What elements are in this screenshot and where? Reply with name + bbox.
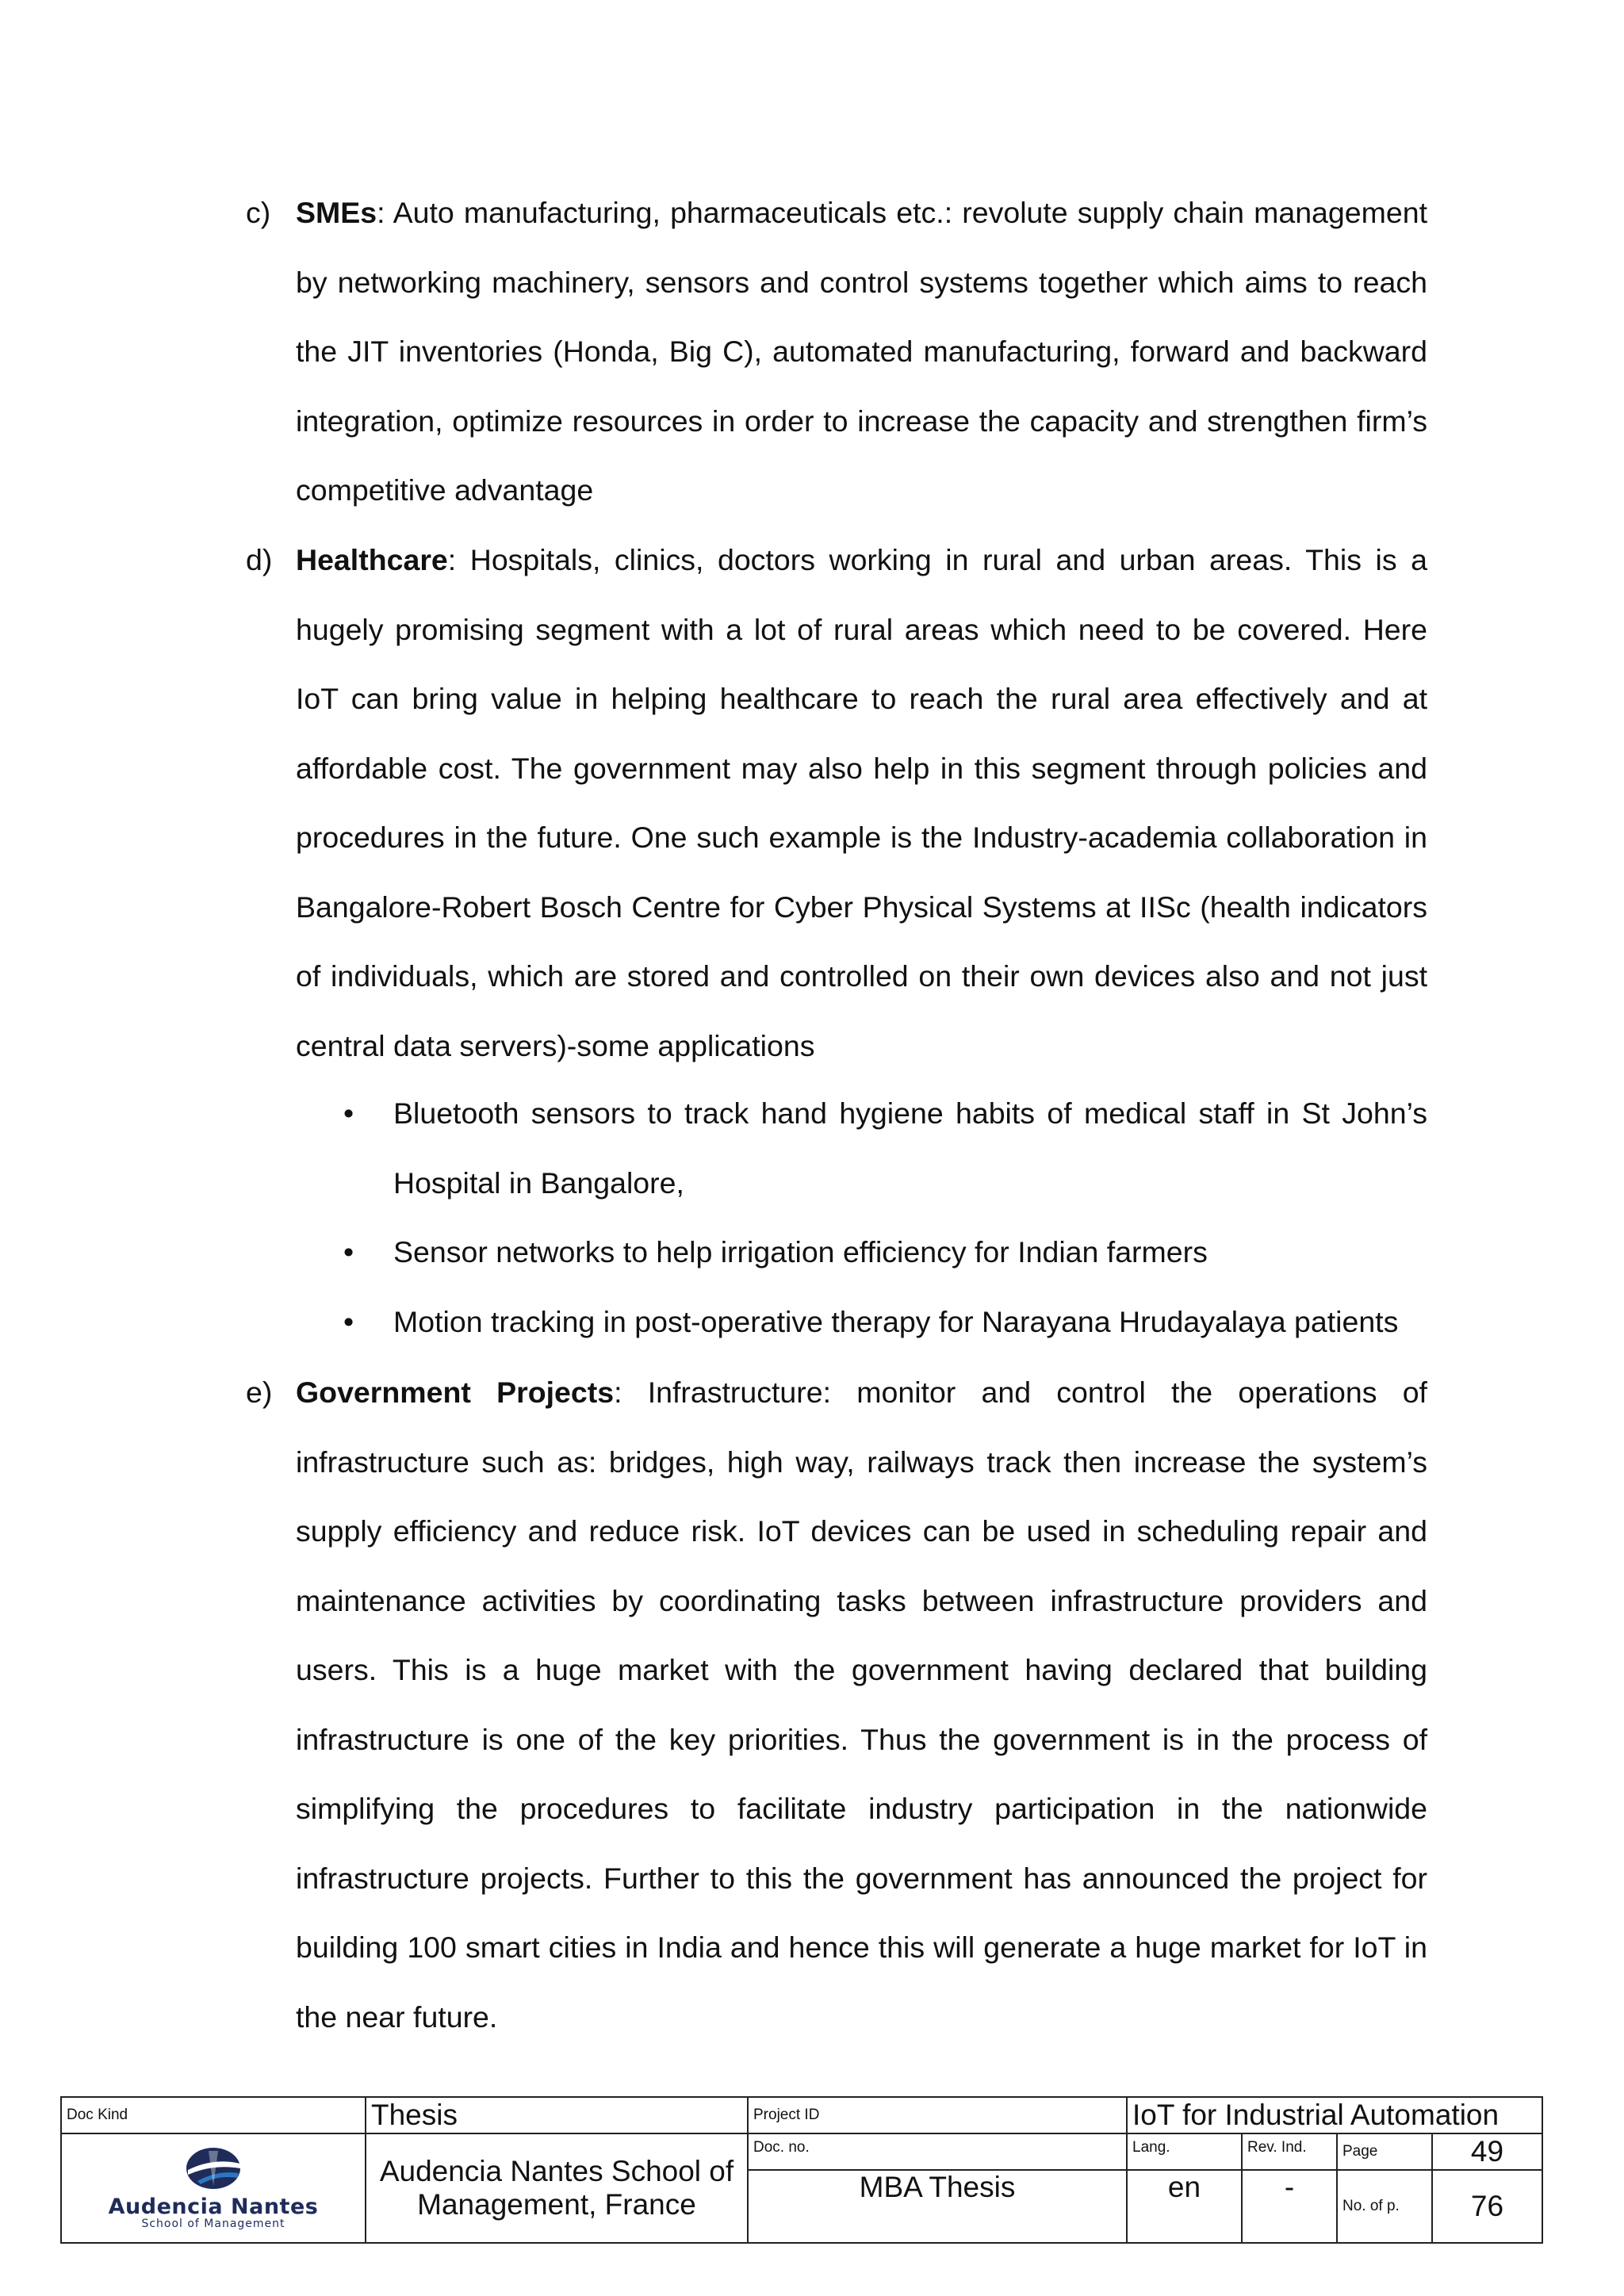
footer-table — [60, 2096, 1543, 2244]
no-of-pages-label: No. of p. — [1337, 2170, 1432, 2243]
doc-kind-label: Doc Kind — [61, 2097, 366, 2133]
list-letter: d) — [246, 543, 273, 576]
rev-label: Rev. Ind. — [1242, 2133, 1337, 2170]
item-term: SMEs — [296, 196, 377, 229]
bullet-item — [296, 1218, 1427, 1288]
item-text: : Infrastructure: monitor and control the operations of infrastructure such as: bridges, high way, railways track then increase the system’s supply efficiency and reduce risk. IoT devices can be used in scheduling repair and maintenance activities by coordinating tasks between infrastructure providers and users. This is a huge market with the government having declared that building infrastructure is one of the key priorities. Thus the government is in the process of simplifying the procedures to facilitate industry participation in the nationwide infrastructure projects. Further to this the government has announced the project for building 100 smart cities in India and hence this will generate a huge market for IoT in the near future. — [296, 1376, 1427, 2034]
document-footer — [60, 2096, 1542, 2244]
page-number: 49 — [1432, 2133, 1542, 2170]
no-of-pages-value: 76 — [1432, 2170, 1542, 2243]
logo-cell — [61, 2133, 366, 2243]
item-text: : Auto manufacturing, pharmaceuticals etc.: revolute supply chain management by networking machinery, sensors and control systems together which aims to reach the JIT inventories (Honda, Big C), automated manufacturing, forward and backward integration, optimize resources in order to increase the capacity and strengthen firm’s competitive advantage — [296, 196, 1427, 507]
doc-kind-value: Thesis — [366, 2097, 748, 2133]
list-item-body — [296, 178, 1427, 526]
org-line-2: Management, France — [417, 2188, 696, 2221]
list-item-body — [296, 526, 1427, 1081]
bullet-text: Bluetooth sensors to track hand hygiene habits of medical staff in St John’s Hospital in Bangalore, — [393, 1096, 1427, 1200]
logo-subtitle: School of Management — [141, 2217, 285, 2230]
list-letter: c) — [246, 196, 271, 229]
list-letter: e) — [246, 1376, 273, 1409]
page-label: Page — [1337, 2133, 1432, 2170]
lang-value: en — [1127, 2170, 1242, 2243]
bullet-list — [296, 1079, 1427, 1357]
list-item-government-projects — [246, 1358, 1427, 2052]
organization-cell — [366, 2133, 748, 2243]
lang-label: Lang. — [1127, 2133, 1242, 2170]
doc-no-label: Doc. no. — [748, 2133, 1127, 2170]
list-item-smes — [246, 178, 1427, 526]
project-id-value: IoT for Industrial Automation — [1127, 2097, 1542, 2133]
bullet-glyph: • — [343, 1304, 354, 1338]
globe-logo-icon — [174, 2146, 253, 2191]
bullet-item — [296, 1288, 1427, 1357]
bullet-item — [296, 1079, 1427, 1218]
item-text: : Hospitals, clinics, doctors working in rural and urban areas. This is a hugely promising segment with a lot of rural areas which need to be covered. Here IoT can bring value in helping healthcare to reach the rural area effectively and at affordable cost. The government may also help in this segment through policies and procedures in the future. One such example is the Industry-academia collaboration in Bangalore-Robert Bosch Centre for Cyber Physical Systems at IISc (health indicators of individuals, which are stored and controlled on their own devices also and not just central data servers)-some applications — [296, 543, 1427, 1062]
bullet-text: Motion tracking in post-operative therapy for Narayana Hrudayalaya patients — [393, 1304, 1399, 1338]
bullet-glyph: • — [343, 1096, 354, 1130]
project-id-label: Project ID — [748, 2097, 1127, 2133]
list-item-body — [296, 1358, 1427, 2052]
audencia-logo — [109, 2146, 319, 2230]
rev-value: - — [1242, 2170, 1337, 2243]
list-item-healthcare — [246, 526, 1427, 1081]
item-term: Healthcare — [296, 543, 448, 576]
logo-name: Audencia Nantes — [108, 2194, 319, 2219]
item-term: Government Projects — [296, 1376, 615, 1409]
bullet-glyph: • — [343, 1235, 354, 1269]
bullet-text: Sensor networks to help irrigation efficiency for Indian farmers — [393, 1235, 1208, 1269]
doc-no-value: MBA Thesis — [748, 2170, 1127, 2243]
org-line-1: Audencia Nantes School of — [379, 2155, 734, 2187]
